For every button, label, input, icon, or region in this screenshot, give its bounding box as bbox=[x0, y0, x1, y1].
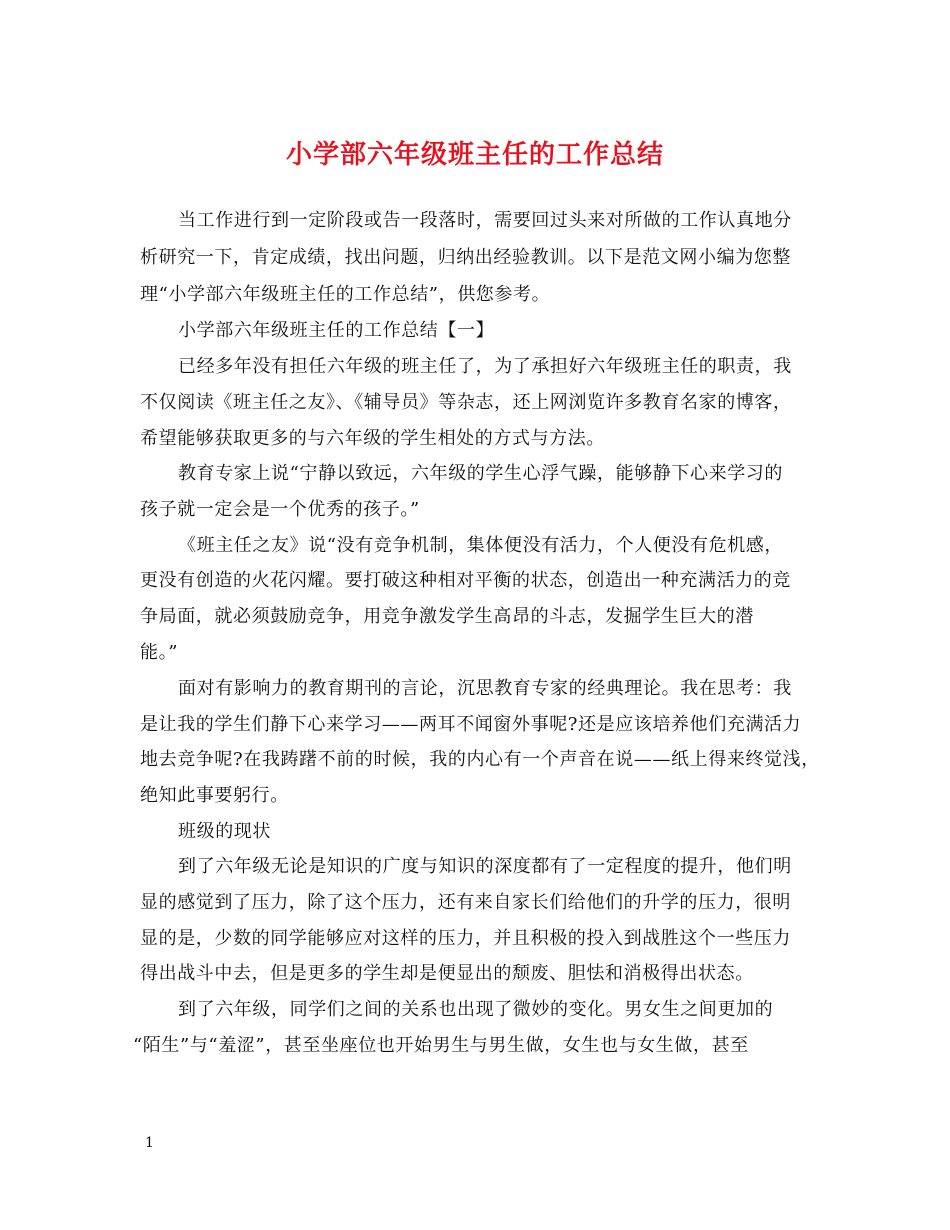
paragraph-line: 到了六年级无论是知识的广度与知识的深度都有了一定程度的提升，他们明 bbox=[178, 856, 792, 877]
paragraph-line: 教育专家上说“宁静以致远，六年级的学生心浮气躁，能够静下心来学习的 bbox=[178, 463, 783, 484]
paragraph-line: 绝知此事要躬行。 bbox=[140, 785, 289, 806]
paragraph-line: 能。” bbox=[140, 642, 179, 663]
paragraph-line: 已经多年没有担任六年级的班主任了，为了承担好六年级班主任的职责，我 bbox=[178, 356, 792, 377]
paragraph-line: 析研究一下，肯定成绩，找出问题，归纳出经验教训。以下是范文网小编为您整 bbox=[140, 247, 791, 268]
paragraph-line: 理“小学部六年级班主任的工作总结”，供您参考。 bbox=[140, 284, 551, 305]
paragraph-line: “陌生”与“羞涩”，甚至坐座位也开始男生与男生做，女生也与女生做，甚至 bbox=[133, 1035, 749, 1056]
paragraph-line: 显的感觉到了压力，除了这个压力，还有来自家长们给他们的升学的压力，很明 bbox=[140, 892, 791, 913]
paragraph-line: 《班主任之友》说“没有竞争机制，集体便没有活力，个人便没有危机感， bbox=[178, 535, 783, 556]
paragraph-line: 更没有创造的火花闪耀。要打破这种相对平衡的状态，创造出一种充满活力的竞 bbox=[140, 570, 791, 591]
paragraph-line: 得出战斗中去，但是更多的学生却是便显出的颓废、胆怯和消极得出状态。 bbox=[140, 963, 754, 984]
page-number: 1 bbox=[145, 1135, 154, 1151]
page-title: 小学部六年级班主任的工作总结 bbox=[285, 140, 664, 170]
paragraph-line: 争局面，就必须鼓励竞争，用竞争激发学生高昂的斗志，发掘学生巨大的潜 bbox=[140, 606, 754, 627]
paragraph-line: 不仅阅读《班主任之友》、《辅导员》等杂志，还上网浏览许多教育名家的博客， bbox=[140, 392, 792, 413]
paragraph-line: 面对有影响力的教育期刊的言论，沉思教育专家的经典理论。我在思考：我 bbox=[178, 678, 792, 699]
paragraph-line: 到了六年级，同学们之间的关系也出现了微妙的变化。男女生之间更加的 bbox=[178, 999, 774, 1020]
paragraph-line: 显的是，少数的同学能够应对这样的压力，并且积极的投入到战胜这个一些压力 bbox=[140, 928, 791, 949]
paragraph-line: 地去竞争呢?在我踌躇不前的时候，我的内心有一个声音在说——纸上得来终觉浅， bbox=[140, 749, 820, 770]
paragraph-line: 是让我的学生们静下心来学习——两耳不闻窗外事呢?还是应该培养他们充满活力 bbox=[140, 714, 802, 735]
paragraph-line: 希望能够获取更多的与六年级的学生相处的方式与方法。 bbox=[140, 428, 605, 449]
section-heading: 班级的现状 bbox=[178, 821, 271, 842]
paragraph-line: 当工作进行到一定阶段或告一段落时，需要回过头来对所做的工作认真地分 bbox=[178, 210, 792, 231]
section-heading: 小学部六年级班主任的工作总结【一】 bbox=[178, 320, 495, 341]
paragraph-line: 孩子就一定会是一个优秀的孩子。” bbox=[140, 499, 420, 520]
